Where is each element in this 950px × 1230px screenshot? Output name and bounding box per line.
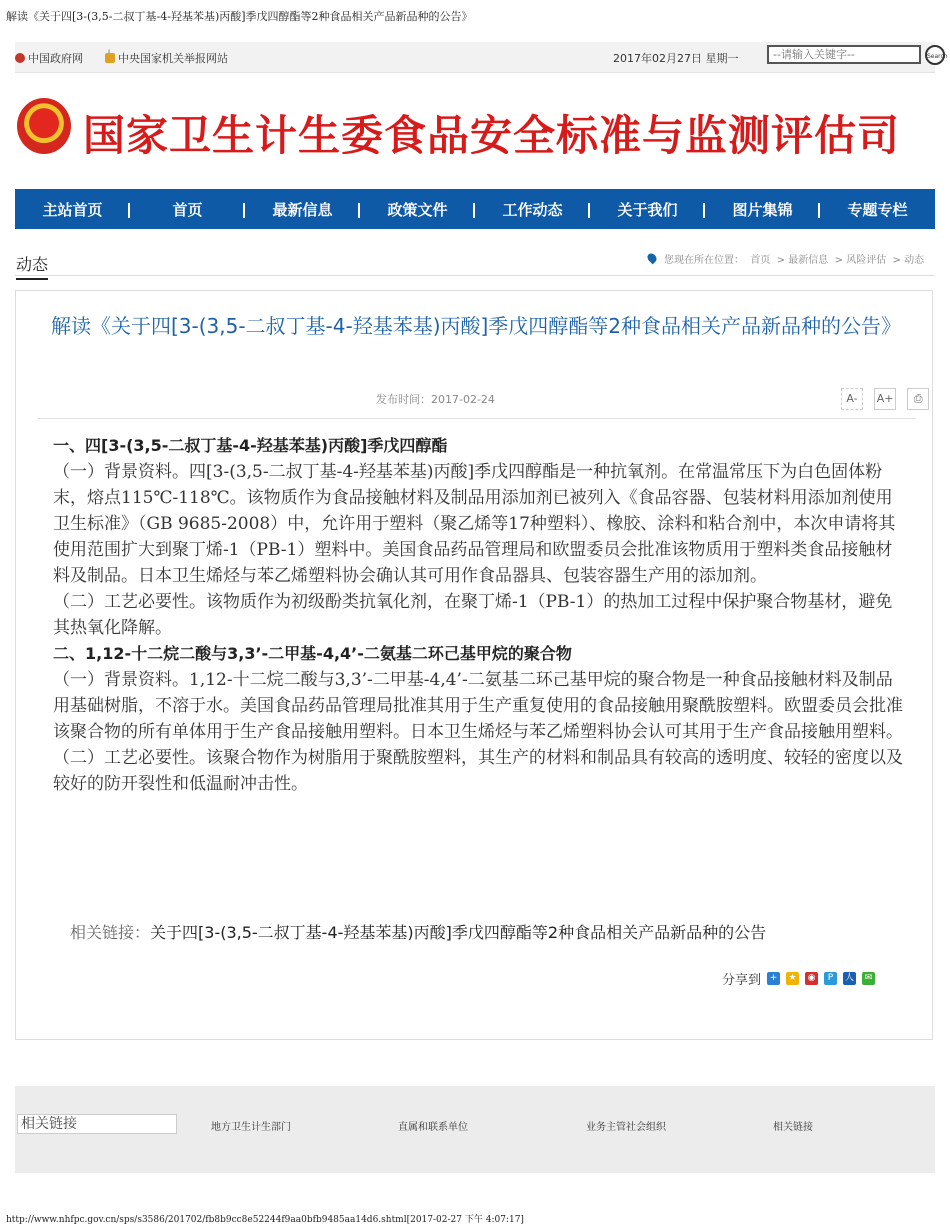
footer — [15, 1086, 935, 1173]
related-announcement-link[interactable]: 关于四[3-(3,5-二叔丁基-4-羟基苯基)丙酸]季戊四醇酯等2种食品相关产品新品种的公告 — [150, 923, 767, 942]
nav-item-policy[interactable]: 政策文件 — [360, 199, 475, 220]
breadcrumb-home[interactable]: 首页 — [750, 255, 771, 266]
current-date: 2017年02月27日 星期一 — [613, 52, 739, 65]
nav-item-topics[interactable]: 专题专栏 — [847, 200, 908, 219]
site-title: 国家卫生计生委食品安全标准与监测评估司 — [83, 111, 901, 160]
article-panel — [15, 290, 933, 1040]
site-banner — [15, 95, 935, 165]
weibo-icon[interactable]: ◉ — [805, 972, 818, 985]
report-icon — [105, 53, 115, 63]
section-heading-2: 二、1,12-十二烷二酸与3,3’-二甲基-4,4’-二氨基二环己基甲烷的聚合物 — [53, 644, 572, 663]
print-url: http://www.nhfpc.gov.cn/sps/s3586/201702/fb8b9cc8e52244f9aa0bfb9485aa14d6.shtml[2017-02-27 下午 4:07:17] — [6, 1215, 524, 1225]
breadcrumb: 您现在所在位置： 首页 > 最新信息 > 风险评估 > 动态 — [648, 251, 924, 266]
main-nav — [15, 189, 935, 229]
report-site-link[interactable]: 中央国家机关举报网站 — [105, 50, 228, 66]
title-divider — [38, 418, 916, 419]
footer-links-select[interactable]: 相关链接 — [17, 1114, 177, 1134]
nav-item-latest[interactable]: 最新信息 — [245, 199, 360, 220]
paragraph-2: （二）工艺必要性。该物质作为初级酚类抗氧化剂，在聚丁烯-1（PB-1）的热加工过程中保护聚合物基材，避免其热氧化降解。 — [53, 592, 893, 638]
gov-emblem-icon — [15, 53, 25, 63]
related-label: 相关链接： — [70, 923, 151, 942]
article-title: 解读《关于四[3-(3,5-二叔丁基-4-羟基苯基)丙酸]季戊四醇酯等2种食品相关产品新品种的公告》 — [50, 314, 902, 338]
nav-item-work[interactable]: 工作动态 — [475, 199, 590, 220]
nav-item-gallery[interactable]: 图片集锦 — [705, 199, 820, 220]
share-label: 分享到 — [722, 973, 762, 988]
paragraph-4: （二）工艺必要性。该聚合物作为树脂用于聚酰胺塑料，其生产的材料和制品具有较高的透明度、较轻的密度以及较好的防开裂性和低温耐冲击性。 — [53, 748, 903, 794]
nav-item-home[interactable]: 首页 — [130, 199, 245, 220]
footer-link-related[interactable]: 相关链接 — [773, 1122, 813, 1133]
document-title: 解读《关于四[3-(3,5-二叔丁基-4-羟基苯基)丙酸]季戊四醇酯等2种食品相关产品新品种的公告》 — [6, 10, 473, 23]
paragraph-1: （一）背景资料。四[3-(3,5-二叔丁基-4-羟基苯基)丙酸]季戊四醇酯是一种抗氧剂。在常温常压下为白色固体粉末，熔点115℃-118℃。该物质作为食品接触材料及制品用添加剂已被列入《食品容器、包装材料用添加剂使用卫生标准》（GB 9685-2008）中，允许用于塑料（聚乙烯等17种塑料）、橡胶、涂料和粘合剂中，本次申请将其使用范围扩大到聚丁烯-1（PB-1）塑料中。美国食品药品管理局和欧盟委员会批准该物质用于塑料类食品接触材料及制品。日本卫生烯烃与苯乙烯塑料协会确认其可用作食品器具、包装容器生产用的添加剂。 — [53, 462, 896, 586]
search-input[interactable] — [767, 45, 921, 64]
related-link-row — [70, 920, 766, 943]
national-emblem-icon — [17, 98, 71, 154]
font-smaller-button[interactable]: A- — [841, 388, 863, 410]
nav-item-main-site[interactable]: 主站首页 — [15, 199, 130, 220]
location-pin-icon — [646, 252, 659, 265]
section-heading-1: 一、四[3-(3,5-二叔丁基-4-羟基苯基)丙酸]季戊四醇酯 — [53, 436, 448, 455]
share-more-icon[interactable]: + — [767, 972, 780, 985]
paragraph-3: （一）背景资料。1,12-十二烷二酸与3,3’-二甲基-4,4’-二氨基二环己基甲烷的聚合物是一种食品接触材料及制品用基础树脂，不溶于水。美国食品药品管理局批准其用于生产重复使用的食品接触用聚酰胺塑料。欧盟委员会批准该聚合物的所有单体用于生产食品接触用塑料。日本卫生烯烃与苯乙烯塑料协会认可其用于生产食品接触用塑料。 — [53, 670, 903, 742]
renren-icon[interactable]: 人 — [845, 973, 855, 983]
breadcrumb-latest[interactable]: 最新信息 — [788, 255, 829, 266]
nav-item-about[interactable]: 关于我们 — [590, 199, 705, 220]
tencent-weibo-icon[interactable]: P — [824, 972, 837, 985]
article-tools — [835, 387, 929, 410]
footer-link-orgs[interactable]: 业务主管社会组织 — [586, 1122, 666, 1133]
article-body — [53, 433, 905, 797]
qzone-icon[interactable]: ★ — [786, 972, 799, 985]
search-button[interactable]: Search — [925, 45, 945, 65]
footer-link-local[interactable]: 地方卫生计生部门 — [211, 1122, 291, 1133]
breadcrumb-news[interactable]: 动态 — [904, 255, 925, 266]
font-larger-button[interactable]: A+ — [874, 388, 896, 410]
footer-link-affiliated[interactable]: 直属和联系单位 — [398, 1122, 468, 1133]
gov-portal-link[interactable]: 中国政府网 — [15, 50, 83, 66]
section-rule — [15, 275, 935, 276]
breadcrumb-risk[interactable]: 风险评估 — [846, 255, 887, 266]
print-icon[interactable]: ⎙ — [907, 388, 929, 410]
top-bar — [15, 42, 948, 73]
section-label: 动态 — [16, 252, 48, 280]
publish-date: 发布时间：2017-02-24 — [376, 393, 495, 406]
wechat-icon[interactable]: ✉ — [862, 972, 875, 985]
share-bar — [722, 969, 875, 988]
